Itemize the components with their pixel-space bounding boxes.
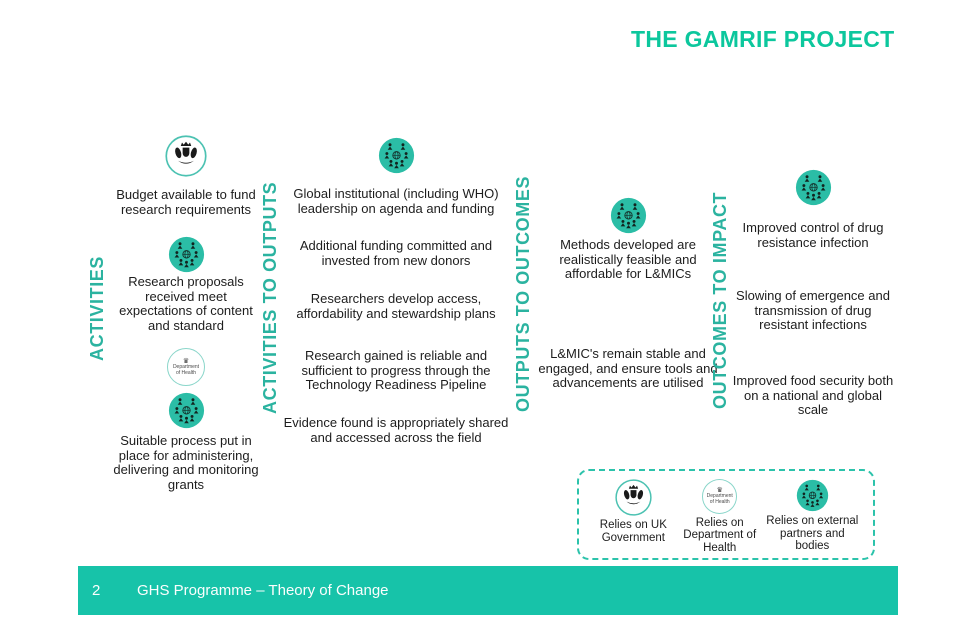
legend-entry xyxy=(765,479,860,554)
item-text: Slowing of emergence and transmission of drug resistant infections xyxy=(736,288,890,332)
department-of-health-icon xyxy=(167,348,205,386)
partners-network-icon xyxy=(168,236,205,273)
legend-label: Relies on Department of Health xyxy=(683,516,757,554)
item-text: Budget available to fund research requirements xyxy=(116,187,256,217)
partners-network-icon xyxy=(796,479,829,512)
item-text: Additional funding committed and invested from new donors xyxy=(299,238,493,268)
uk-government-crest-icon xyxy=(165,135,207,177)
doh-logo-text-line1: Department xyxy=(172,364,200,370)
footer-bar xyxy=(78,566,898,615)
page-number: 2 xyxy=(92,582,101,599)
legend-entry xyxy=(675,479,765,554)
doh-logo-text-line2: of Health xyxy=(709,498,730,505)
item-text: Suitable process put in place for administering, delivering and monitoring grants xyxy=(113,433,259,492)
uk-government-crest-icon xyxy=(615,479,652,516)
legend-label: Relies on UK Government xyxy=(599,519,667,544)
department-of-health-icon xyxy=(702,479,737,514)
doh-crest-glyph: ♛ xyxy=(182,358,190,365)
item-text: Global institutional (including WHO) leadership on agenda and funding xyxy=(293,186,499,216)
legend-entry xyxy=(592,479,675,554)
item-text: Improved food security both on a national and global scale xyxy=(732,373,894,417)
partners-network-icon xyxy=(610,197,647,234)
legend-box xyxy=(577,469,875,560)
item-text: Evidence found is appropriately shared and accessed across the field xyxy=(283,415,509,445)
item-text: Research proposals received meet expectations of content and standard xyxy=(119,274,253,333)
column-label-outcomes-to-impact: OUTCOMES TO IMPACT xyxy=(710,191,730,409)
item-text: Research gained is reliable and sufficient to progress through the Technology Readiness Pipeline xyxy=(301,348,491,392)
item-text: Methods developed are realistically feasible and affordable for L&MICs xyxy=(559,237,697,281)
column-label-outputs-to-outcomes: OUTPUTS TO OUTCOMES xyxy=(513,175,533,412)
partners-network-icon xyxy=(378,137,415,174)
partners-network-icon xyxy=(795,169,832,206)
item-text: Improved control of drug resistance infection xyxy=(742,220,884,250)
partners-network-icon xyxy=(168,392,205,429)
slide-title: THE GAMRIF PROJECT xyxy=(631,26,895,53)
column-label-activities: ACTIVITIES xyxy=(87,255,107,361)
item-text: L&MIC's remain stable and engaged, and ensure tools and advancements are utilised xyxy=(538,346,718,390)
doh-logo-text-line2: of Health xyxy=(175,369,196,376)
footer-title: GHS Programme – Theory of Change xyxy=(137,582,389,599)
doh-crest-glyph: ♛ xyxy=(716,487,723,495)
doh-logo-text-line1: Department xyxy=(706,493,733,500)
legend-label: Relies on external partners and bodies xyxy=(766,515,859,552)
item-text: Researchers develop access, affordability and stewardship plans xyxy=(296,291,496,321)
column-label-activities-to-outputs: ACTIVITIES TO OUTPUTS xyxy=(260,181,280,414)
